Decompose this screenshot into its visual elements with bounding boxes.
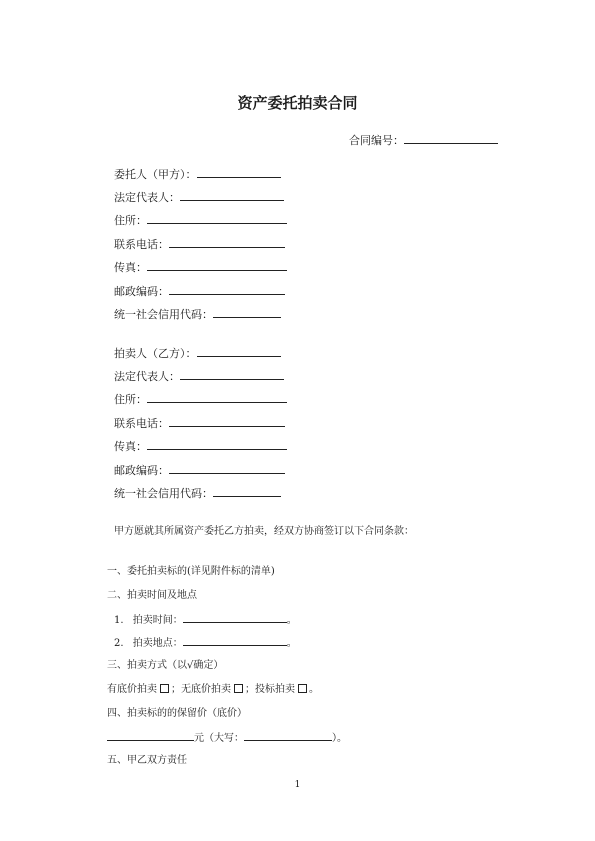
page-number: 1 <box>294 780 301 790</box>
item-number: 1. <box>114 615 124 626</box>
auction-time-row <box>114 612 297 628</box>
party-a-header: 委托人（甲方）： <box>114 168 197 181</box>
reserve-price-amount-blank[interactable] <box>107 730 194 741</box>
party-b-fax-blank[interactable] <box>147 439 287 450</box>
party-a-credit-code-label: 统一社会信用代码： <box>114 308 213 321</box>
section-4-heading: 四、拍卖标的的保留价（底价） <box>107 708 247 719</box>
section-5-heading: 五、甲乙双方责任 <box>107 755 187 766</box>
item-number: 2. <box>114 638 124 649</box>
party-b-phone-label: 联系电话： <box>114 417 169 430</box>
party-a-legal-rep-label: 法定代表人： <box>114 191 180 204</box>
party-a-field-row <box>114 284 285 299</box>
tender-auction-checkbox[interactable] <box>298 684 307 693</box>
contract-number-blank[interactable] <box>404 133 498 144</box>
party-a-legal-rep-blank[interactable] <box>180 190 284 201</box>
party-a-postcode-blank[interactable] <box>169 284 285 295</box>
party-b-credit-code-blank[interactable] <box>213 486 281 497</box>
party-b-field-row <box>114 463 285 478</box>
party-b-header: 拍卖人（乙方）： <box>114 347 197 360</box>
party-a-field-row <box>114 260 287 275</box>
party-b-postcode-blank[interactable] <box>169 463 285 474</box>
auction-place-row <box>114 635 297 651</box>
contract-number-label: 合同编号： <box>349 134 404 147</box>
period: 。 <box>309 684 319 695</box>
party-a-field-row <box>114 237 285 252</box>
party-b-field-row <box>114 486 281 501</box>
party-b-field-row <box>114 416 285 431</box>
party-b-legal-rep-blank[interactable] <box>180 369 284 380</box>
contract-number-row <box>349 133 498 148</box>
party-a-field-row <box>114 213 287 228</box>
reserve-price-uppercase-blank[interactable] <box>244 730 332 741</box>
period: 。 <box>286 638 297 649</box>
party-a-fax-label: 传真： <box>114 261 147 274</box>
intro-paragraph: 甲方愿就其所属资产委托乙方拍卖，经双方协商签订以下合同条款： <box>114 526 414 537</box>
party-b-phone-blank[interactable] <box>169 416 285 427</box>
party-a-name-blank[interactable] <box>197 167 281 178</box>
document-title: 资产委托拍卖合同 <box>237 94 358 112</box>
auction-place-blank[interactable] <box>183 635 287 646</box>
party-a-field-row <box>114 190 284 205</box>
reserve-price-row <box>107 730 347 746</box>
party-b-field-row <box>114 392 287 407</box>
party-a-postcode-label: 邮政编码： <box>114 285 169 298</box>
no-reserve-auction-label: ；无底价拍卖 <box>171 684 231 695</box>
party-a-phone-label: 联系电话： <box>114 238 169 251</box>
auction-place-label: 拍卖地点： <box>132 638 183 649</box>
party-a-address-blank[interactable] <box>147 213 287 224</box>
auction-method-options <box>107 683 319 697</box>
party-b-field-row <box>114 439 287 454</box>
auction-time-label: 拍卖时间： <box>132 615 183 626</box>
reserve-auction-label: 有底价拍卖 <box>107 684 157 695</box>
section-3-heading: 三、拍卖方式（以√确定） <box>107 660 224 671</box>
reserve-price-yuan-label: 元（大写： <box>194 733 244 744</box>
party-b-credit-code-label: 统一社会信用代码： <box>114 487 213 500</box>
auction-time-blank[interactable] <box>183 612 287 623</box>
party-b-field-row <box>114 369 284 384</box>
party-b-address-label: 住所： <box>114 393 147 406</box>
closing-paren: ）。 <box>332 733 347 744</box>
party-b-name-blank[interactable] <box>197 346 281 357</box>
party-b-postcode-label: 邮政编码： <box>114 464 169 477</box>
section-1-heading: 一、委托拍卖标的(详见附件标的清单) <box>107 566 275 577</box>
section-2-heading: 二、拍卖时间及地点 <box>107 590 197 601</box>
reserve-auction-checkbox[interactable] <box>160 684 169 693</box>
tender-auction-label: ；投标拍卖 <box>245 684 295 695</box>
party-a-phone-blank[interactable] <box>169 237 285 248</box>
party-a-address-label: 住所： <box>114 214 147 227</box>
party-a-header-row <box>114 167 281 182</box>
party-a-field-row <box>114 307 281 322</box>
party-a-credit-code-blank[interactable] <box>213 307 281 318</box>
party-b-fax-label: 传真： <box>114 440 147 453</box>
party-b-legal-rep-label: 法定代表人： <box>114 370 180 383</box>
party-a-fax-blank[interactable] <box>147 260 287 271</box>
period: 。 <box>286 615 297 626</box>
party-b-header-row <box>114 346 281 361</box>
no-reserve-auction-checkbox[interactable] <box>234 684 243 693</box>
party-b-address-blank[interactable] <box>147 392 287 403</box>
